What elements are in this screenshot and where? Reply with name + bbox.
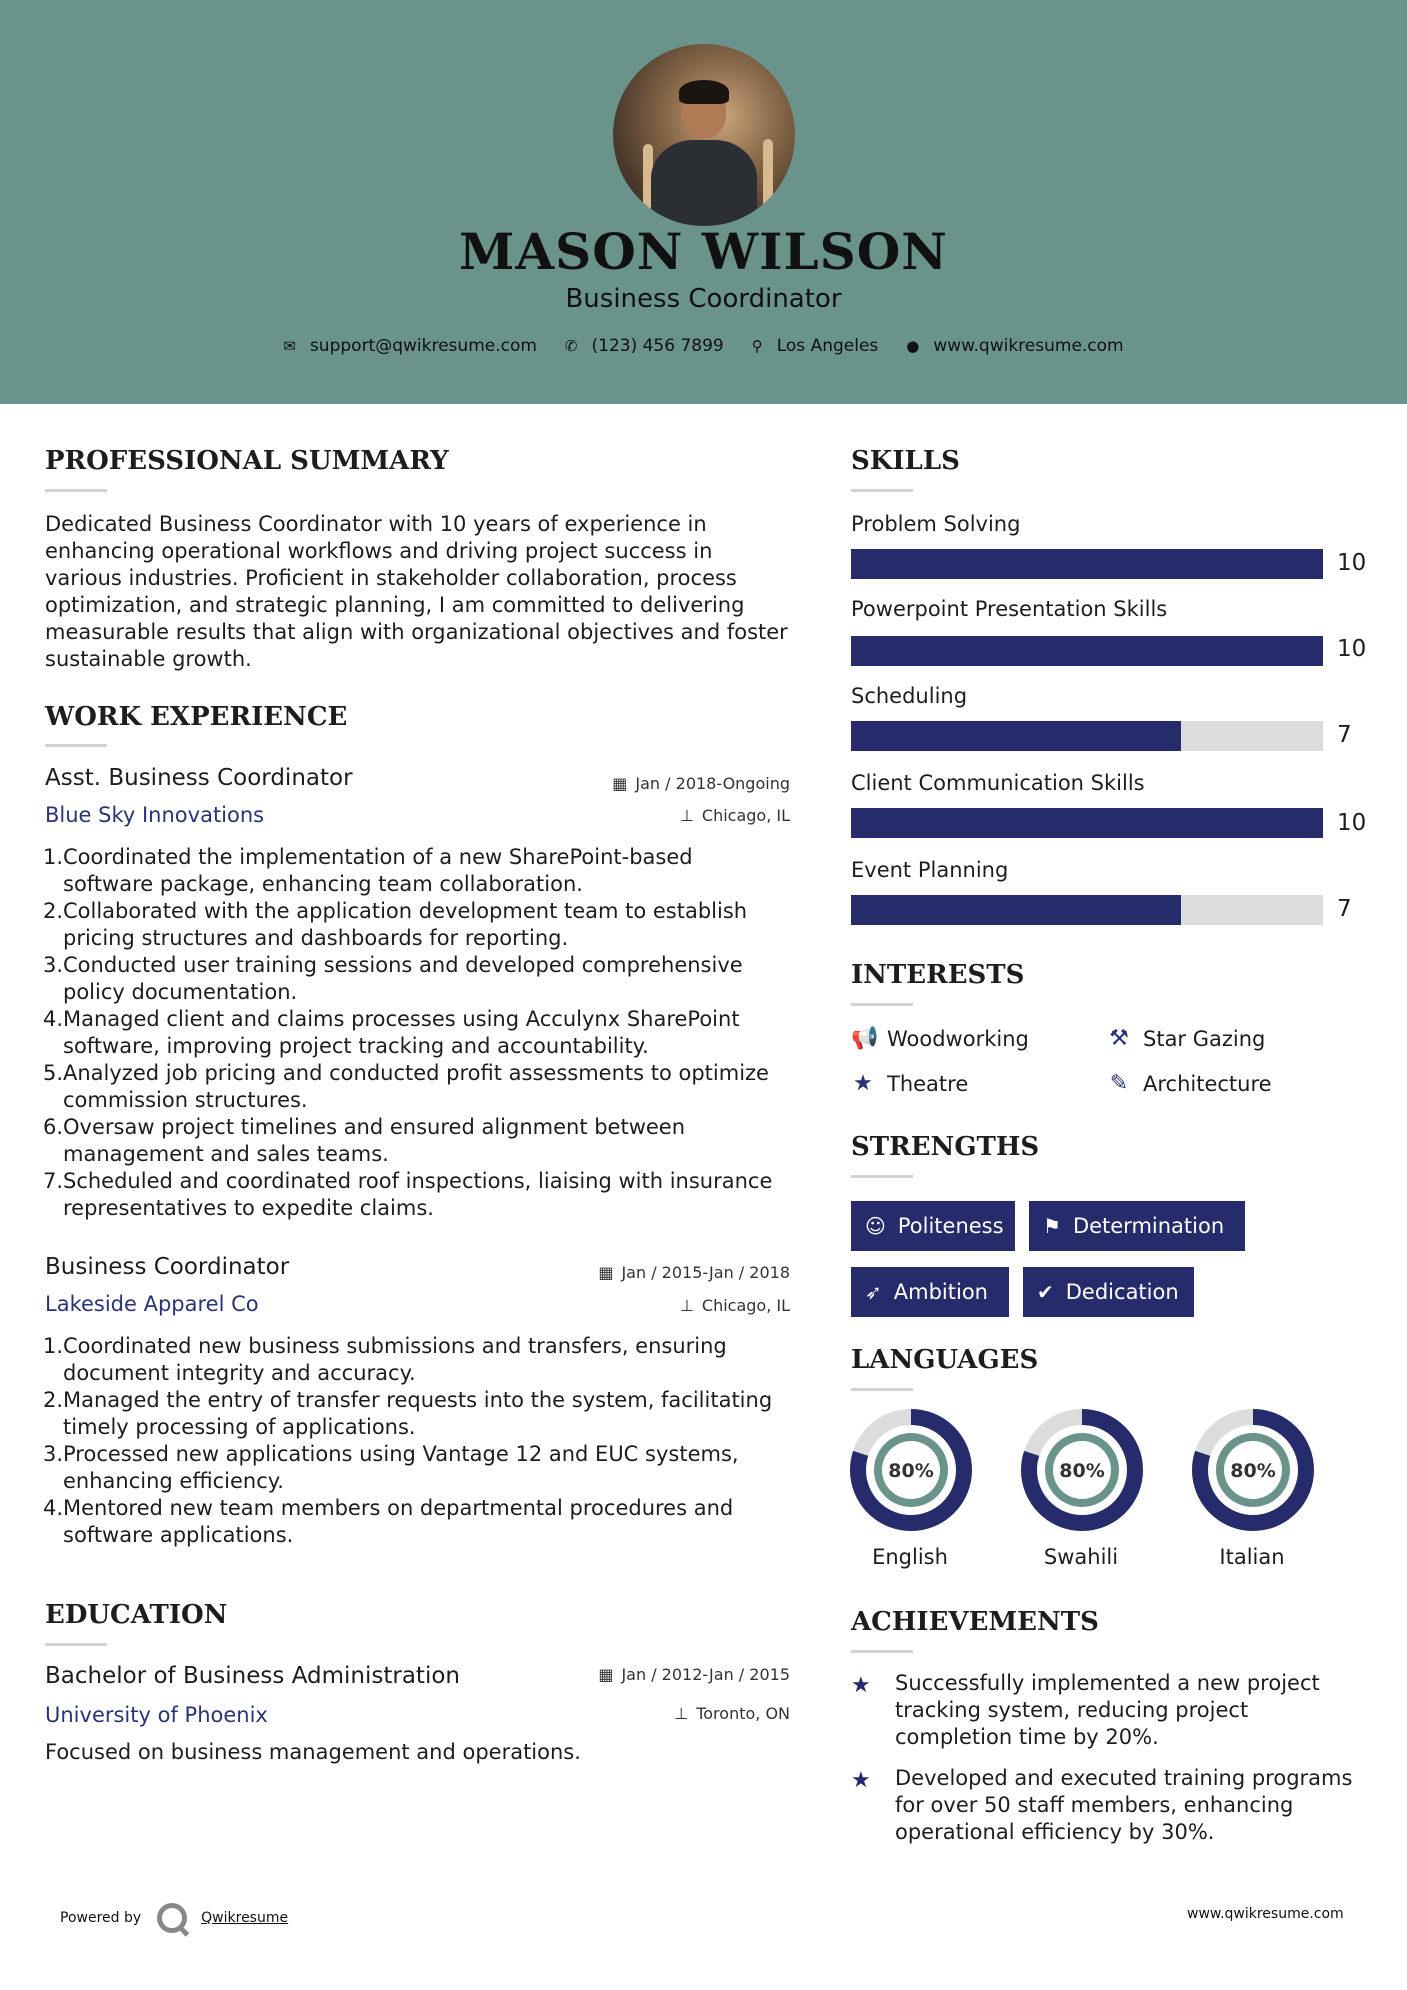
education-note: Focused on business management and operations. bbox=[45, 1740, 581, 1764]
shooting-star-icon: ★ bbox=[851, 1768, 871, 1793]
list-number: 4. bbox=[43, 1007, 64, 1031]
list-item bbox=[45, 1333, 805, 1387]
skill-value: 10 bbox=[1337, 636, 1367, 662]
calendar-icon: ▦ bbox=[598, 1263, 614, 1282]
skill-value: 7 bbox=[1337, 722, 1352, 748]
powered-by-text: Powered by bbox=[60, 1910, 142, 1926]
list-item bbox=[45, 1495, 805, 1549]
interests-heading: INTERESTS bbox=[851, 960, 1025, 990]
education-date bbox=[540, 1665, 790, 1684]
donut-percent-label: 80% bbox=[1230, 1460, 1276, 1482]
list-line: Scheduled and coordinated roof inspections, liaising with insurance bbox=[63, 1169, 773, 1193]
globe-icon: ● bbox=[906, 337, 920, 355]
contact-email[interactable] bbox=[283, 336, 537, 356]
contact-phone[interactable] bbox=[565, 336, 724, 356]
summary-heading: PROFESSIONAL SUMMARY bbox=[45, 446, 449, 476]
flag-icon: ⚑ bbox=[1043, 1214, 1061, 1238]
achievements-heading: ACHIEVEMENTS bbox=[851, 1607, 1099, 1637]
phone-icon: ✆ bbox=[564, 337, 578, 355]
list-line: timely processing of applications. bbox=[63, 1415, 416, 1439]
list-item bbox=[45, 1441, 805, 1495]
skill-label: Scheduling bbox=[851, 684, 968, 708]
skill-bar-fill bbox=[851, 549, 1323, 579]
job-date-text: Jan / 2015-Jan / 2018 bbox=[621, 1263, 790, 1282]
skill-bar bbox=[851, 636, 1323, 666]
list-number: 2. bbox=[43, 1388, 64, 1412]
strength-label: Determination bbox=[1072, 1214, 1225, 1238]
brand-link[interactable]: Qwikresume bbox=[201, 1910, 289, 1926]
list-line: pricing structures and dashboards for reporting. bbox=[63, 926, 569, 950]
photo-plant bbox=[763, 139, 773, 219]
list-item bbox=[45, 1114, 805, 1168]
skill-bar bbox=[851, 895, 1323, 925]
list-item bbox=[45, 1168, 805, 1222]
footer-powered-by bbox=[60, 1903, 288, 1933]
skill-value: 10 bbox=[1337, 810, 1367, 836]
language-donut bbox=[1021, 1409, 1143, 1531]
list-line: document integrity and accuracy. bbox=[63, 1361, 416, 1385]
strength-tag bbox=[1029, 1201, 1245, 1251]
list-line: software applications. bbox=[63, 1523, 294, 1547]
language-label: Italian bbox=[1219, 1545, 1285, 1569]
star-icon: ★ bbox=[853, 1071, 873, 1096]
gavel-icon: ⚒ bbox=[1109, 1026, 1129, 1051]
skill-label: Event Planning bbox=[851, 858, 1009, 882]
list-number: 7. bbox=[43, 1169, 64, 1193]
language-label: Swahili bbox=[1043, 1545, 1119, 1569]
strength-tag bbox=[851, 1267, 1009, 1317]
languages-heading: LANGUAGES bbox=[851, 1345, 1039, 1375]
summary-line: Dedicated Business Coordinator with 10 years of experience in bbox=[45, 512, 707, 536]
ruler-pencil-icon: ✎ bbox=[1109, 1071, 1129, 1096]
list-line: Conducted user training sessions and developed comprehensive bbox=[63, 953, 743, 977]
check-circle-icon: ✔ bbox=[1037, 1280, 1054, 1304]
education-heading: EDUCATION bbox=[45, 1600, 228, 1630]
list-number: 5. bbox=[43, 1061, 64, 1085]
megaphone-icon: 📢 bbox=[851, 1026, 879, 1051]
contact-website-text: www.qwikresume.com bbox=[933, 336, 1124, 356]
list-number: 4. bbox=[43, 1496, 64, 1520]
candidate-title: Business Coordinator bbox=[565, 284, 842, 314]
heading-rule bbox=[851, 1388, 913, 1391]
achievement-line: Developed and executed training programs bbox=[895, 1766, 1353, 1790]
qwikresume-logo-icon bbox=[157, 1903, 187, 1933]
list-number: 1. bbox=[43, 1334, 64, 1358]
pin-icon: ⊥ bbox=[679, 1296, 694, 1315]
list-number: 6. bbox=[43, 1115, 64, 1139]
heading-rule bbox=[851, 1650, 913, 1653]
list-line: Managed the entry of transfer requests into the system, facilitating bbox=[63, 1388, 773, 1412]
job-date-text: Jan / 2018-Ongoing bbox=[635, 774, 790, 793]
contact-email-text: support@qwikresume.com bbox=[309, 336, 537, 356]
summary-line: measurable results that align with organizational objectives and foster bbox=[45, 620, 788, 644]
education-school: University of Phoenix bbox=[45, 1703, 268, 1727]
donut-percent-label: 80% bbox=[1059, 1460, 1105, 1482]
strength-label: Dedication bbox=[1065, 1280, 1179, 1304]
summary-line: various industries. Proficient in stakeholder collaboration, process bbox=[45, 566, 737, 590]
photo-person-body bbox=[651, 140, 757, 226]
list-line: Oversaw project timelines and ensured alignment between bbox=[63, 1115, 686, 1139]
strength-label: Politeness bbox=[897, 1214, 1004, 1238]
job-duties-list bbox=[45, 844, 805, 1222]
interest-item bbox=[1107, 1071, 1272, 1096]
interest-item bbox=[851, 1026, 1029, 1051]
list-number: 3. bbox=[43, 1442, 64, 1466]
donut-percent-label: 80% bbox=[888, 1460, 934, 1482]
candidate-name: MASON WILSON bbox=[459, 222, 948, 281]
experience-heading: WORK EXPERIENCE bbox=[45, 702, 348, 732]
calendar-icon: ▦ bbox=[612, 774, 628, 793]
profile-photo bbox=[613, 44, 795, 226]
skill-bar bbox=[851, 808, 1323, 838]
strength-label: Ambition bbox=[893, 1280, 988, 1304]
achievement-line: operational efficiency by 30%. bbox=[895, 1820, 1215, 1844]
strengths-heading: STRENGTHS bbox=[851, 1132, 1040, 1162]
strength-tag bbox=[851, 1201, 1015, 1251]
pin-icon: ⊥ bbox=[679, 806, 694, 825]
job-duties-list bbox=[45, 1333, 805, 1549]
skill-value: 10 bbox=[1337, 550, 1367, 576]
heading-rule bbox=[851, 1175, 913, 1178]
list-line: management and sales teams. bbox=[63, 1142, 389, 1166]
list-line: Collaborated with the application development team to establish bbox=[63, 899, 748, 923]
list-line: Managed client and claims processes using Acculynx SharePoint bbox=[63, 1007, 740, 1031]
envelope-icon: ✉ bbox=[283, 337, 296, 355]
heading-rule bbox=[45, 1643, 107, 1646]
job-date bbox=[540, 774, 790, 793]
job-company: Blue Sky Innovations bbox=[45, 803, 265, 827]
job-title: Asst. Business Coordinator bbox=[45, 765, 353, 791]
list-line: enhancing efficiency. bbox=[63, 1469, 284, 1493]
shooting-star-icon: ★ bbox=[851, 1673, 871, 1698]
education-location-text: Toronto, ON bbox=[696, 1704, 790, 1723]
summary-line: enhancing operational workflows and driving project success in bbox=[45, 539, 713, 563]
job-company: Lakeside Apparel Co bbox=[45, 1292, 259, 1316]
skill-bar bbox=[851, 549, 1323, 579]
job-location-text: Chicago, IL bbox=[701, 806, 790, 825]
interest-label: Woodworking bbox=[887, 1026, 1029, 1051]
list-line: Coordinated new business submissions and transfers, ensuring bbox=[63, 1334, 727, 1358]
job-date bbox=[540, 1263, 790, 1282]
photo-person-hair bbox=[679, 80, 729, 104]
skill-bar-fill bbox=[851, 636, 1323, 666]
map-pin-icon: ⚲ bbox=[751, 337, 763, 355]
achievement-line: for over 50 staff members, enhancing bbox=[895, 1793, 1294, 1817]
heading-rule bbox=[851, 489, 913, 492]
interest-item bbox=[851, 1071, 968, 1096]
list-line: commission structures. bbox=[63, 1088, 308, 1112]
achievement-line: tracking system, reducing project bbox=[895, 1698, 1249, 1722]
strength-tag bbox=[1023, 1267, 1194, 1317]
list-line: Analyzed job pricing and conducted profit assessments to optimize bbox=[63, 1061, 769, 1085]
achievement-text bbox=[895, 1765, 1365, 1846]
skill-bar-fill bbox=[851, 895, 1181, 925]
skill-label: Problem Solving bbox=[851, 512, 1021, 536]
job-location bbox=[540, 806, 790, 825]
education-location bbox=[540, 1704, 790, 1723]
language-label: English bbox=[872, 1545, 948, 1569]
summary-line: sustainable growth. bbox=[45, 647, 252, 671]
list-number: 3. bbox=[43, 953, 64, 977]
list-line: software, improving project tracking and accountability. bbox=[63, 1034, 649, 1058]
interest-label: Star Gazing bbox=[1143, 1026, 1266, 1051]
contact-row bbox=[0, 336, 1407, 356]
job-title: Business Coordinator bbox=[45, 1254, 290, 1280]
skill-bar-fill bbox=[851, 808, 1323, 838]
list-number: 1. bbox=[43, 845, 64, 869]
list-line: representatives to expedite claims. bbox=[63, 1196, 434, 1220]
interest-item bbox=[1107, 1026, 1265, 1051]
list-item bbox=[45, 952, 805, 1006]
footer-url[interactable]: www.qwikresume.com bbox=[1187, 1906, 1344, 1922]
contact-website[interactable] bbox=[906, 336, 1123, 356]
achievement-text bbox=[895, 1670, 1365, 1751]
interest-label: Architecture bbox=[1143, 1071, 1272, 1096]
job-location-text: Chicago, IL bbox=[701, 1296, 790, 1315]
skill-label: Powerpoint Presentation Skills bbox=[851, 597, 1168, 621]
skill-label: Client Communication Skills bbox=[851, 771, 1145, 795]
achievement-line: completion time by 20%. bbox=[895, 1725, 1159, 1749]
achievement-line: Successfully implemented a new project bbox=[895, 1671, 1320, 1695]
list-line: Processed new applications using Vantage 12 and EUC systems, bbox=[63, 1442, 739, 1466]
interest-label: Theatre bbox=[887, 1071, 969, 1096]
contact-phone-text: (123) 456 7899 bbox=[591, 336, 724, 356]
summary-text bbox=[45, 511, 805, 673]
list-item bbox=[45, 1387, 805, 1441]
list-line: policy documentation. bbox=[63, 980, 298, 1004]
list-item bbox=[45, 1060, 805, 1114]
list-item bbox=[45, 1006, 805, 1060]
contact-location-text: Los Angeles bbox=[776, 336, 879, 356]
smile-icon: ☺ bbox=[865, 1214, 886, 1238]
skills-heading: SKILLS bbox=[851, 446, 960, 476]
list-line: Coordinated the implementation of a new SharePoint-based bbox=[63, 845, 693, 869]
heading-rule bbox=[45, 744, 107, 747]
language-donut bbox=[850, 1409, 972, 1531]
achievement-item bbox=[851, 1670, 1371, 1754]
list-number: 2. bbox=[43, 899, 64, 923]
list-line: software package, enhancing team collaboration. bbox=[63, 872, 583, 896]
summary-line: optimization, and strategic planning, I am committed to delivering bbox=[45, 593, 745, 617]
heading-rule bbox=[851, 1003, 913, 1006]
heading-rule bbox=[45, 489, 107, 492]
list-line: Mentored new team members on departmental procedures and bbox=[63, 1496, 734, 1520]
skill-value: 7 bbox=[1337, 896, 1352, 922]
job-location bbox=[540, 1296, 790, 1315]
education-date-text: Jan / 2012-Jan / 2015 bbox=[621, 1665, 790, 1684]
language-donut bbox=[1192, 1409, 1314, 1531]
calendar-icon: ▦ bbox=[598, 1665, 614, 1684]
list-item bbox=[45, 898, 805, 952]
contact-location bbox=[752, 336, 879, 356]
achievement-item bbox=[851, 1765, 1371, 1849]
skill-bar-fill bbox=[851, 721, 1181, 751]
rocket-icon: ➶ bbox=[865, 1280, 882, 1304]
skill-bar bbox=[851, 721, 1323, 751]
pin-icon: ⊥ bbox=[674, 1704, 689, 1723]
list-item bbox=[45, 844, 805, 898]
education-degree: Bachelor of Business Administration bbox=[45, 1663, 460, 1689]
